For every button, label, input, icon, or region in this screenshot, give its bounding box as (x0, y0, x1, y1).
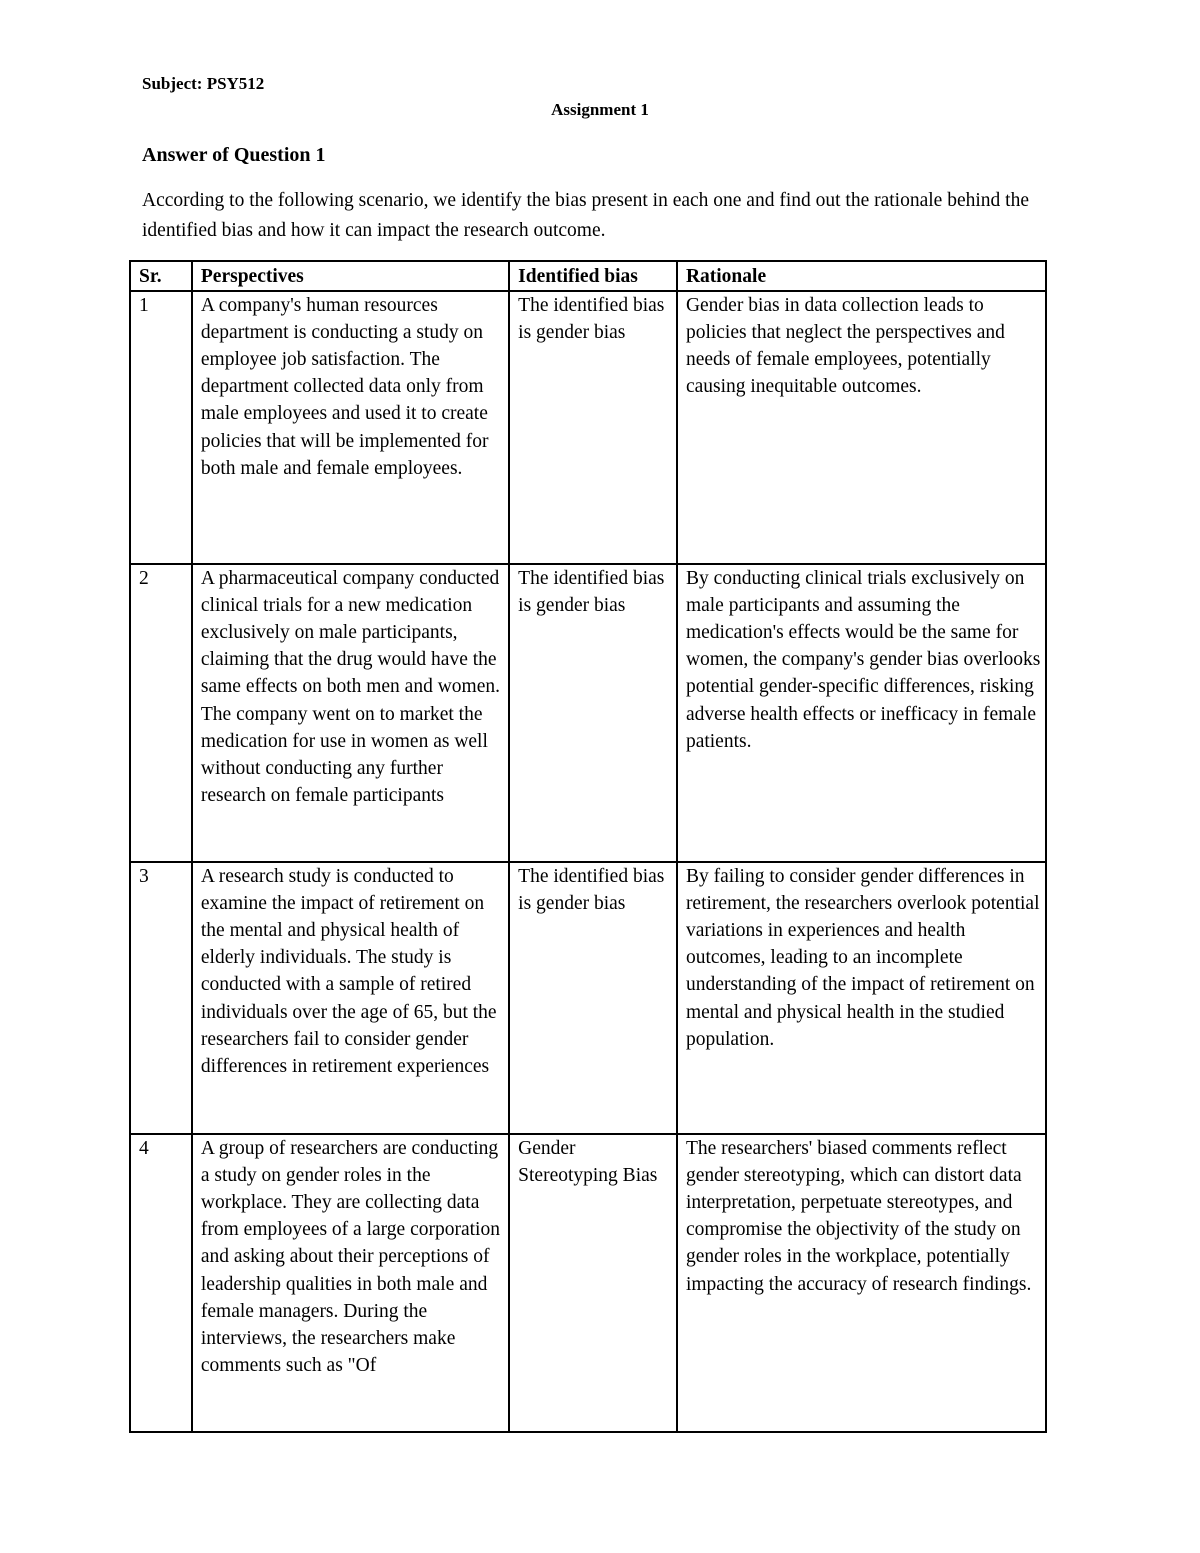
column-header-sr: Sr. (130, 261, 192, 291)
perspective-cell: A group of researchers are conducting a study on gender roles in the workplace. They are collecting data from employees of a large corporation and asking about their perceptions of leadership qualities in both male and female managers. During the interviews, the researchers make comments such as "Of (192, 1134, 509, 1432)
column-header-identified-bias: Identified bias (509, 261, 677, 291)
table-row (130, 564, 1046, 862)
table-row (130, 862, 1046, 1134)
bias-table (129, 260, 1047, 1433)
sr-cell: 3 (130, 862, 192, 1134)
subject-line: Subject: PSY512 (142, 74, 265, 93)
rationale-cell: The researchers' biased comments reflect gender stereotyping, which can distort data interpretation, perpetuate stereotypes, and compromise the objectivity of the study on gender roles in the workplace, potentially impacting the accuracy of research findings. (677, 1134, 1046, 1432)
sr-cell: 4 (130, 1134, 192, 1432)
intro-paragraph: According to the following scenario, we identify the bias present in each one and find out the rationale behind the identified bias and how it can impact the research outcome. (142, 190, 1029, 241)
table-row (130, 291, 1046, 564)
rationale-cell: Gender bias in data collection leads to policies that neglect the perspectives and needs of female employees, potentially causing inequitable outcomes. (677, 291, 1046, 564)
rationale-cell: By failing to consider gender differences in retirement, the researchers overlook potential variations in experiences and health outcomes, leading to an incomplete understanding of the impact of retirement on mental and physical health in the studied population. (677, 862, 1046, 1134)
page-title: Assignment 1 (551, 100, 649, 119)
bias-cell: Gender Stereotyping Bias (509, 1134, 677, 1432)
sr-cell: 2 (130, 564, 192, 862)
table-header-row (130, 261, 1046, 291)
rationale-cell: By conducting clinical trials exclusively on male participants and assuming the medication's effects would be the same for women, the company's gender bias overlooks potential gender-specific differences, risking adverse health effects or inefficacy in female patients. (677, 564, 1046, 862)
column-header-perspectives: Perspectives (192, 261, 509, 291)
bias-cell: The identified bias is gender bias (509, 564, 677, 862)
column-header-rationale: Rationale (677, 261, 1046, 291)
perspective-cell: A company's human resources department is conducting a study on employee job satisfaction. The department collected data only from male employees and used it to create policies that will be implemented for both male and female employees. (192, 291, 509, 564)
bias-cell: The identified bias is gender bias (509, 862, 677, 1134)
section-heading: Answer of Question 1 (142, 144, 326, 166)
perspective-cell: A pharmaceutical company conducted clinical trials for a new medication exclusively on male participants, claiming that the drug would have the same effects on both men and women. The company went on to market the medication for use in women as well without conducting any further research on female participants (192, 564, 509, 862)
perspective-cell: A research study is conducted to examine the impact of retirement on the mental and physical health of elderly individuals. The study is conducted with a sample of retired individuals over the age of 65, but the researchers fail to consider gender differences in retirement experiences (192, 862, 509, 1134)
table-row (130, 1134, 1046, 1432)
sr-cell: 1 (130, 291, 192, 564)
bias-cell: The identified bias is gender bias (509, 291, 677, 564)
